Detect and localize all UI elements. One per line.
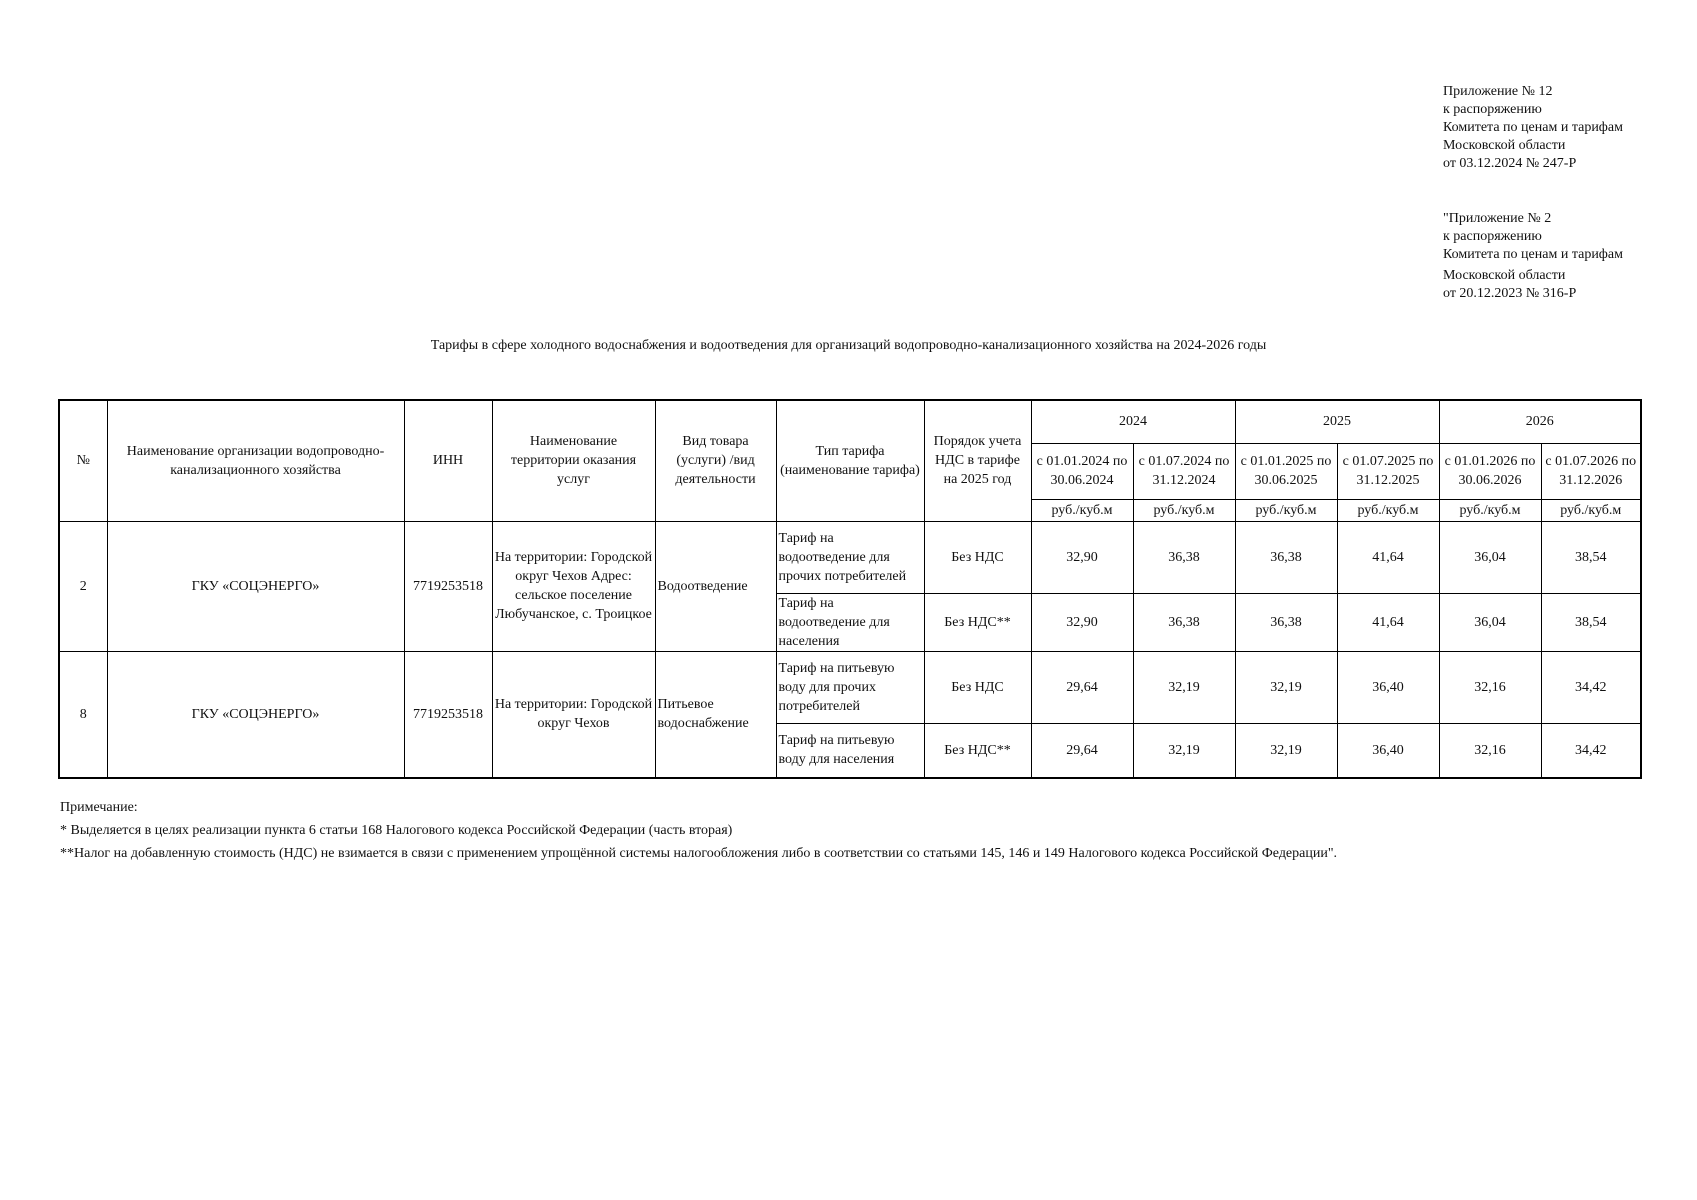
tariffs-table xyxy=(58,399,1642,779)
document-title: Тарифы в сфере холодного водоснабжения и водоотведения для организаций водопроводно-канализационного хозяйства на 2024-2026 годы xyxy=(430,338,1267,353)
tariff-value: 36,40 xyxy=(1337,723,1439,778)
header-period: с 01.07.2025 по 31.12.2025 xyxy=(1337,443,1439,499)
header-period: с 01.01.2026 по 30.06.2026 xyxy=(1439,443,1541,499)
header-vat: Порядок учета НДС в тарифе на 2025 год xyxy=(924,400,1031,521)
tariff-value: 32,19 xyxy=(1235,651,1337,723)
appendix-line: от 03.12.2024 № 247-Р xyxy=(1443,156,1577,171)
header-territory: Наименование территории оказания услуг xyxy=(492,400,655,521)
tariff-value: 32,90 xyxy=(1031,521,1133,593)
header-unit: руб./куб.м xyxy=(1439,499,1541,521)
notes-section xyxy=(60,796,1337,865)
appendix-line: Московской области xyxy=(1443,138,1566,153)
header-num: № xyxy=(59,400,107,521)
tariff-value: 36,04 xyxy=(1439,521,1541,593)
row-vat: Без НДС** xyxy=(924,723,1031,778)
tariff-value: 34,42 xyxy=(1541,651,1641,723)
tariff-value: 41,64 xyxy=(1337,521,1439,593)
header-tariff-type: Тип тарифа (наименование тарифа) xyxy=(776,400,924,521)
appendix-reference-current xyxy=(1443,83,1623,173)
note-vat-exemption: **Налог на добавленную стоимость (НДС) не взимается в связи с применением упрощённой системы налогообложения либо в соответствии со статьями 145, 146 и 149 Налогового кодекса Российской Федерации". xyxy=(60,846,1338,861)
row-service: Водоотведение xyxy=(655,521,776,651)
header-period: с 01.07.2024 по 31.12.2024 xyxy=(1133,443,1235,499)
appendix-line: от 20.12.2023 № 316-Р xyxy=(1443,286,1577,301)
row-inn: 7719253518 xyxy=(404,651,492,778)
tariff-value: 38,54 xyxy=(1541,593,1641,651)
tariff-value: 32,19 xyxy=(1133,651,1235,723)
tariff-value: 32,90 xyxy=(1031,593,1133,651)
tariff-value: 36,04 xyxy=(1439,593,1541,651)
table-row xyxy=(59,521,1641,593)
tariff-value: 36,38 xyxy=(1133,521,1235,593)
tariff-value: 29,64 xyxy=(1031,651,1133,723)
row-tariff-type: Тариф на водоотведение для прочих потребителей xyxy=(776,521,924,593)
row-tariff-type: Тариф на водоотведение для населения xyxy=(776,593,924,651)
table-row xyxy=(59,651,1641,723)
header-period: с 01.01.2024 по 30.06.2024 xyxy=(1031,443,1133,499)
header-period: с 01.07.2026 по 31.12.2026 xyxy=(1541,443,1641,499)
tariff-value: 29,64 xyxy=(1031,723,1133,778)
appendix-line: к распоряжению xyxy=(1443,229,1542,244)
row-territory: На территории: Городской округ Чехов Адрес: сельское поселение Любучанское, с. Троицкое xyxy=(492,521,655,651)
tariff-value: 36,38 xyxy=(1133,593,1235,651)
row-inn: 7719253518 xyxy=(404,521,492,651)
appendix-line: Московской области xyxy=(1443,268,1566,283)
appendix-line: Приложение № 12 xyxy=(1443,84,1553,99)
row-vat: Без НДС** xyxy=(924,593,1031,651)
note-vat-allocation: * Выделяется в целях реализации пункта 6 статьи 168 Налогового кодекса Российской Федерации (часть вторая) xyxy=(60,823,733,838)
tariff-value: 36,40 xyxy=(1337,651,1439,723)
header-unit: руб./куб.м xyxy=(1031,499,1133,521)
header-period: с 01.01.2025 по 30.06.2025 xyxy=(1235,443,1337,499)
header-unit: руб./куб.м xyxy=(1541,499,1641,521)
header-org: Наименование организации водопроводно-канализационного хозяйства xyxy=(107,400,404,521)
row-org: ГКУ «СОЦЭНЕРГО» xyxy=(107,651,404,778)
row-tariff-type: Тариф на питьевую воду для населения xyxy=(776,723,924,778)
header-inn: ИНН xyxy=(404,400,492,521)
tariff-value: 32,16 xyxy=(1439,723,1541,778)
tariff-value: 32,19 xyxy=(1235,723,1337,778)
appendix-reference-original xyxy=(1443,210,1623,303)
tariff-value: 38,54 xyxy=(1541,521,1641,593)
tariff-value: 32,19 xyxy=(1133,723,1235,778)
header-year-2026: 2026 xyxy=(1439,400,1641,443)
appendix-line: к распоряжению xyxy=(1443,102,1542,117)
header-service: Вид товара (услуги) /вид деятельности xyxy=(655,400,776,521)
row-tariff-type: Тариф на питьевую воду для прочих потребителей xyxy=(776,651,924,723)
row-vat: Без НДС xyxy=(924,521,1031,593)
tariff-value: 36,38 xyxy=(1235,521,1337,593)
header-unit: руб./куб.м xyxy=(1235,499,1337,521)
row-num: 8 xyxy=(59,651,107,778)
tariff-value: 41,64 xyxy=(1337,593,1439,651)
row-org: ГКУ «СОЦЭНЕРГО» xyxy=(107,521,404,651)
tariff-value: 34,42 xyxy=(1541,723,1641,778)
row-num: 2 xyxy=(59,521,107,651)
row-vat: Без НДС xyxy=(924,651,1031,723)
row-territory: На территории: Городской округ Чехов xyxy=(492,651,655,778)
header-year-2025: 2025 xyxy=(1235,400,1439,443)
appendix-line: Комитета по ценам и тарифам xyxy=(1443,247,1623,262)
notes-heading: Примечание: xyxy=(60,800,138,815)
row-service: Питьевое водоснабжение xyxy=(655,651,776,778)
header-unit: руб./куб.м xyxy=(1337,499,1439,521)
tariff-value: 32,16 xyxy=(1439,651,1541,723)
tariff-value: 36,38 xyxy=(1235,593,1337,651)
appendix-line: "Приложение № 2 xyxy=(1443,211,1552,226)
header-year-2024: 2024 xyxy=(1031,400,1235,443)
appendix-line: Комитета по ценам и тарифам xyxy=(1443,120,1623,135)
header-unit: руб./куб.м xyxy=(1133,499,1235,521)
